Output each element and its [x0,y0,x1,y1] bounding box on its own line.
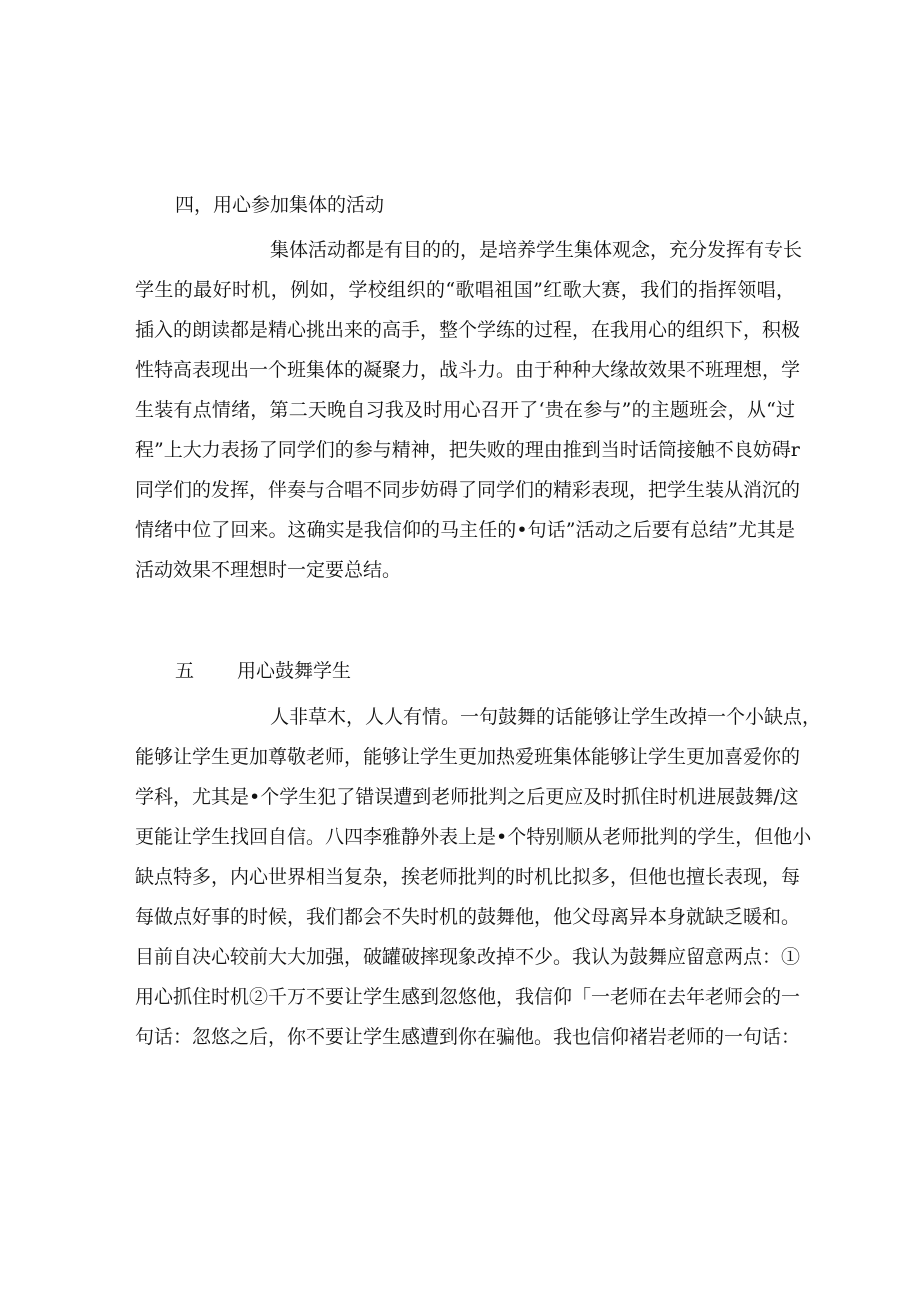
paragraph-line: 程”上大力表扬了同学们的参与精神，把失败的理由推到当时话筒接触不良妨碍r [135,439,800,461]
section-4-heading: 四，用心参加集体的活动 [175,194,385,216]
paragraph-line: 集体活动都是有目的的，是培养学生集体观念，充分发挥有专长 [270,239,803,261]
section-4-paragraph [135,230,803,590]
paragraph-line: 活动效果不理想时一定要总结。 [135,559,402,581]
paragraph-line: 用心抓住时机②千万不要让学生感到忽悠他，我信仰「一老师在去年老师会的一 [135,986,801,1008]
paragraph-line: 性特高表现出一个班集体的凝聚力，战斗力。由于种种大缘故效果不班理想，学 [135,359,801,381]
section-5-paragraph [135,697,822,1057]
paragraph-line: 更能让学生找回自信。八四李雅静外表上是•个特别顺从老师批判的学生，但他小 [135,826,812,848]
paragraph-line: 学科，尤其是•个学生犯了错误遭到老师批判之后更应及时抓住时机进展鼓舞/这 [135,786,799,808]
paragraph-line: 情绪中位了回来。这确实是我信仰的马主任的•句话”活动之后要有总结”尤其是 [135,519,795,541]
paragraph-line: 学生的最好时机，例如，学校组织的“歌唱祖国”红歌大赛，我们的指挥领唱， [135,279,795,301]
paragraph-line: 每做点好事的时候，我们都会不失时机的鼓舞他，他父母离异本身就缺乏暖和。 [135,906,801,928]
paragraph-line: 句话：忽悠之后，你不要让学生感遭到你在骗他。我也信仰褚岩老师的一句话： [135,1026,801,1048]
paragraph-line: 目前自决心较前大大加强，破罐破摔现象改掉不少。我认为鼓舞应留意两点：① [135,946,801,968]
section-5-heading-text: 用心鼓舞学生 [237,660,352,682]
paragraph-line: 能够让学生更加尊敬老师，能够让学生更加热爱班集体能够让学生更加喜爱你的 [135,746,801,768]
paragraph-line: 生装有点情绪，第二天晚自习我及时用心召开了‘贵在参与”的主题班会，从“过 [135,399,795,421]
paragraph-line: 同学们的发挥，伴奏与合唱不同步妨碍了同学们的精彩表现，把学生装从消沉的 [135,479,801,501]
section-5-heading [175,658,351,684]
paragraph-line: 人非草木，人人有情。一句鼓舞的话能够让学生改掉一个小缺点， [270,706,822,728]
paragraph-line: 插入的朗读都是精心挑出来的高手，整个学练的过程，在我用心的组织下，积极 [135,319,801,341]
paragraph-line: 缺点特多，内心世界相当复杂，挨老师批判的时机比拟多，但他也擅长表现，每 [135,866,801,888]
section-5-heading-number: 五 [175,660,195,682]
